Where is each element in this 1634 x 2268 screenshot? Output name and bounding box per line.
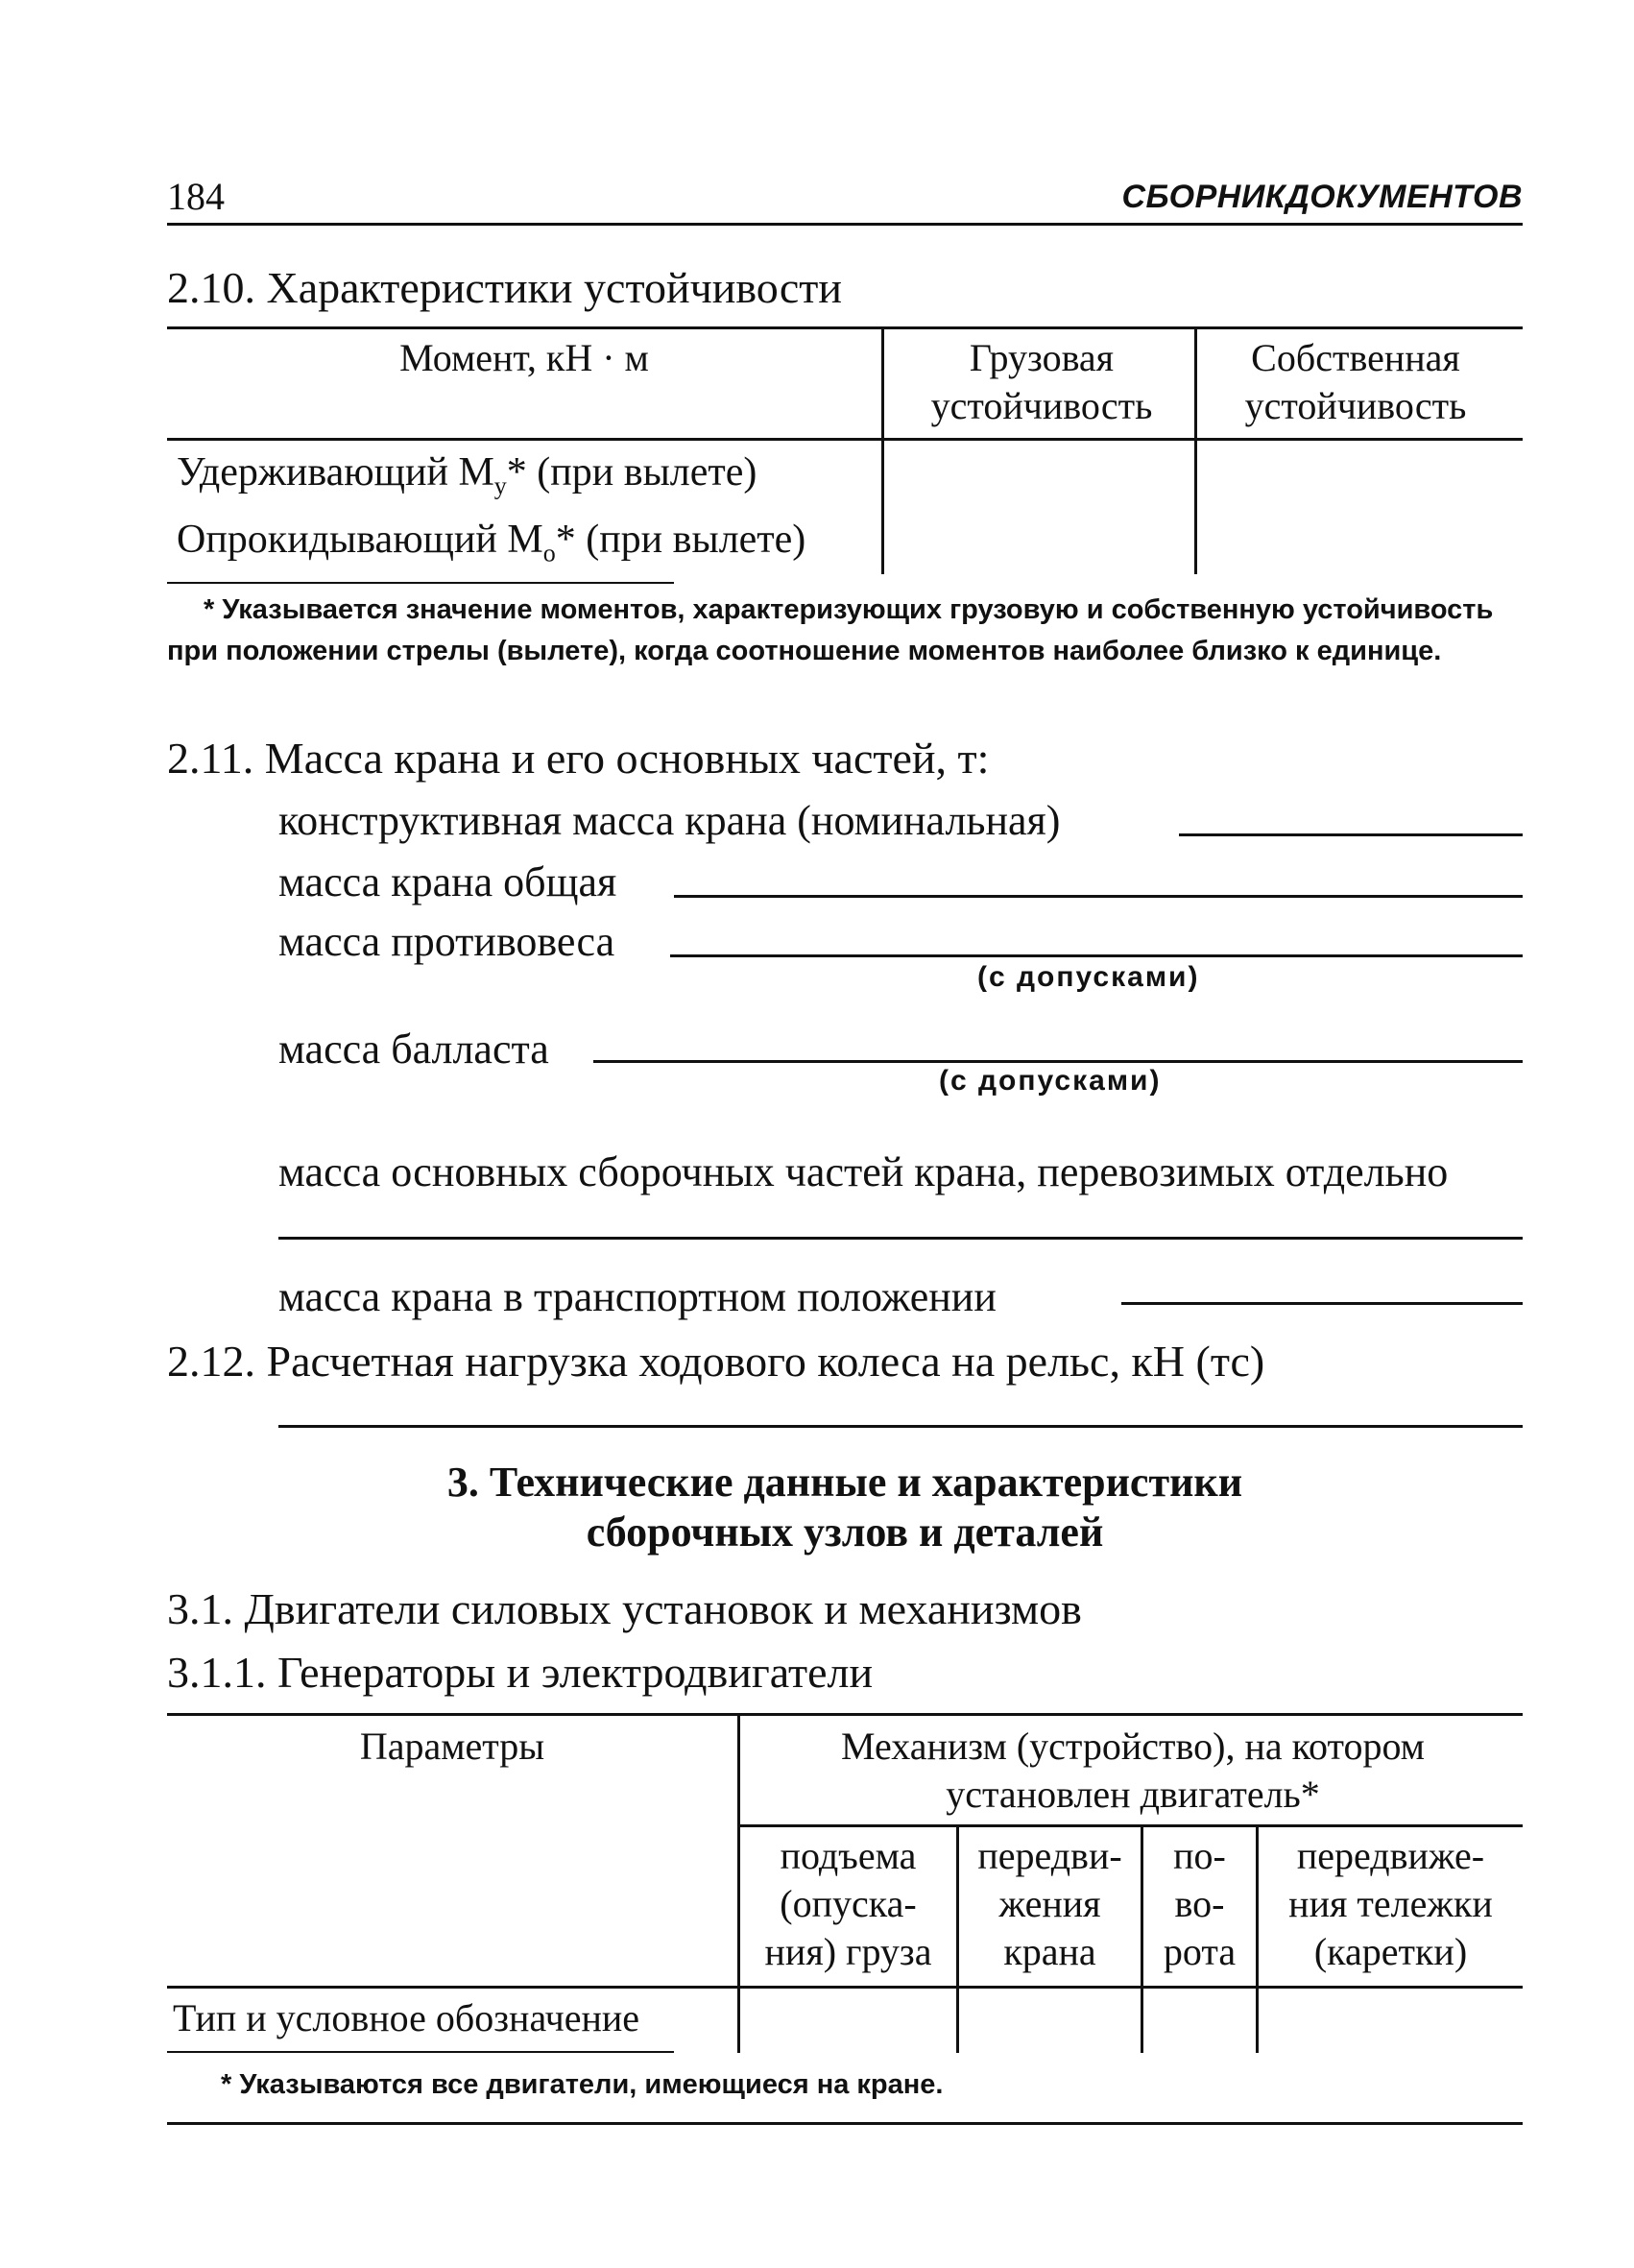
subcolumn-text: передви- (977, 1834, 1122, 1877)
footnote-stability: * Указывается значение моментов, характеризующих грузовую и собственную устойчивость при положении стрелы (вылете), когда соотношение моментов наиболее близко к единице. (167, 594, 1494, 666)
table-header-moment: Момент, кН · м (399, 336, 649, 379)
row-label-sub: у (493, 471, 507, 500)
table-top-rule (167, 326, 1523, 329)
section-heading-2-10: 2.10. Характеристики устойчивости (167, 263, 843, 312)
table-row-overturning-moment (177, 515, 805, 578)
subcolumn-text: крана (1003, 1930, 1096, 1973)
section-heading-2-11: 2.11. Масса крана и его основных частей, т: (167, 734, 990, 783)
table-col-divider (881, 326, 884, 574)
fill-in-line (593, 1060, 1523, 1063)
subcolumn-text: жения (998, 1882, 1101, 1925)
tolerance-hint: (с допусками) (939, 1065, 1162, 1097)
subcolumn-text: во- (1174, 1882, 1225, 1925)
item-ballast-mass: масса балласта (278, 1025, 549, 1073)
row-label-main: Опрокидывающий M (177, 518, 543, 562)
subcolumn-text: подъема (780, 1834, 917, 1877)
subcolumn-trolley-travel (1259, 1832, 1523, 1976)
item-transport-mass: масса крана в транспортном положении (278, 1273, 997, 1320)
row-label-sub: о (542, 539, 556, 567)
subcolumn-text: (каретки) (1313, 1930, 1468, 1973)
subsection-heading-3-1: 3.1. Двигатели силовых установок и механизмов (167, 1584, 1082, 1633)
fill-in-line (670, 954, 1523, 957)
subcolumn-lifting (740, 1832, 956, 1976)
subcolumn-slewing (1143, 1832, 1256, 1976)
item-total-mass: масса крана общая (278, 858, 617, 905)
subsection-heading-3-1-1: 3.1.1. Генераторы и электродвигатели (167, 1648, 874, 1697)
table-row-holding-moment (177, 447, 757, 511)
footnote-rule (167, 2051, 674, 2053)
header-rule (167, 223, 1523, 226)
fill-in-line (278, 1425, 1523, 1428)
tolerance-hint: (с допусками) (977, 961, 1200, 993)
table-header-rule (167, 438, 1523, 441)
table-row-type-designation: Тип и условное обозначение (173, 1996, 640, 2039)
section-heading-2-12: 2.12. Расчетная нагрузка ходового колеса на рельс, кН (тс) (167, 1337, 1265, 1386)
item-counterweight-mass: масса противовеса (278, 918, 615, 965)
section-heading-3-line1: 3. Технические данные и характеристики (446, 1459, 1243, 1506)
row-label-main: Удерживающий M (177, 450, 494, 495)
row-label-rest: * (при вылете) (506, 450, 757, 495)
table-header-cargo-stability: Грузовая устойчивость (930, 336, 1153, 427)
fill-in-line (674, 895, 1523, 898)
page-number: 184 (167, 175, 225, 218)
footnote-rule (167, 582, 674, 584)
subcolumn-text: рота (1163, 1930, 1237, 1973)
subcolumn-text: ния тележки (1288, 1882, 1493, 1925)
table-header-own-stability: Собственная устойчивость (1244, 336, 1467, 427)
row-label-rest: * (при вылете) (555, 518, 806, 562)
running-head (167, 173, 1523, 227)
footnote-motors: * Указываются все двигатели, имеющиеся на кране. (221, 2069, 944, 2100)
fill-in-line (1121, 1302, 1523, 1305)
bottom-rule (167, 2122, 1523, 2125)
fill-in-line (1179, 833, 1523, 836)
fill-in-line (278, 1237, 1523, 1240)
table-group-rule (737, 1824, 1523, 1827)
running-title: СБОРНИКДОКУМЕНТОВ (1121, 179, 1523, 215)
table-header-rule (167, 1986, 1523, 1989)
table-col-divider (1194, 326, 1197, 574)
section-heading-3-line2: сборочных узлов и деталей (586, 1508, 1104, 1556)
item-assembly-parts-mass: масса основных сборочных частей крана, перевозимых отдельно (278, 1148, 1449, 1195)
table-header-parameters: Параметры (359, 1725, 545, 1768)
subcolumn-text: передвиже- (1296, 1834, 1485, 1877)
item-design-mass: конструктивная масса крана (номинальная) (278, 797, 1061, 844)
table-header-mechanism: Механизм (устройство), на котором установлен двигатель* (840, 1725, 1425, 1816)
subcolumn-text: по- (1173, 1834, 1226, 1877)
subcolumn-text: (опуска- (780, 1882, 917, 1925)
table-top-rule (167, 1713, 1523, 1716)
subcolumn-crane-travel (959, 1832, 1141, 1976)
section-heading-3 (167, 1458, 1523, 1557)
subcolumn-text: ния) груза (764, 1930, 932, 1973)
